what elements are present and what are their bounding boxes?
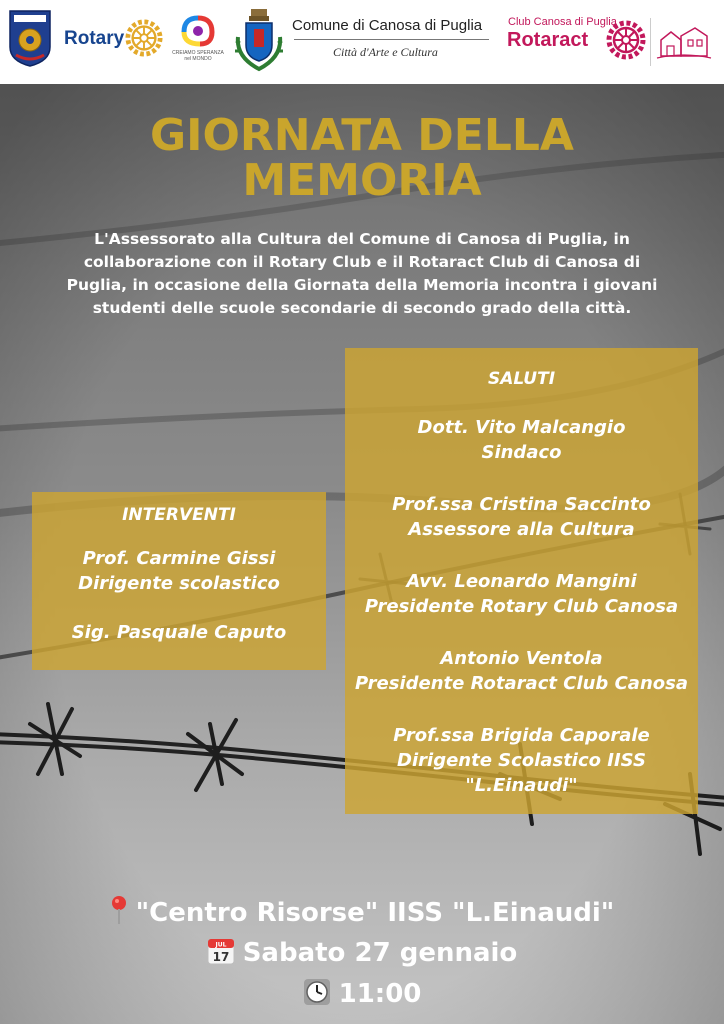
speaker-role-school: "L.Einaudi" <box>465 775 578 796</box>
interventi-heading: INTERVENTI <box>122 505 236 525</box>
speaker-entry <box>345 492 698 542</box>
creiamo-speranza-logo <box>172 14 224 70</box>
event-location <box>0 895 724 928</box>
location-text: "Centro Risorse" IISS "L.Einaudi" <box>135 898 615 928</box>
event-title-line-2: MEMORIA <box>242 155 482 206</box>
creiamo-speranza-text: CREIAMO SPERANZA nel MONDO <box>172 50 224 62</box>
rotary-wheel-icon <box>125 19 163 57</box>
speaker-name: Dott. Vito Malcangio <box>417 417 626 438</box>
rotary-club-canosa-shield-logo <box>8 9 52 67</box>
event-title-line-1: GIORNATA DELLA <box>150 110 574 161</box>
speaker-name: Avv. Leonardo Mangini <box>406 571 637 592</box>
comune-crest-logo <box>232 7 286 73</box>
date-text: Sabato 27 gennaio <box>242 938 518 968</box>
speaker-entry <box>32 620 326 645</box>
speaker-role: Sindaco <box>481 442 562 463</box>
calendar-icon <box>207 937 235 965</box>
event-title <box>0 110 724 206</box>
event-date <box>0 937 724 968</box>
rotaract-wordmark: Rotaract <box>507 29 589 51</box>
creiamo-speranza-swirl-icon <box>172 14 224 50</box>
time-text: 11:00 <box>338 979 422 1009</box>
intro-paragraph: L'Assessorato alla Cultura del Comune di Canosa di Puglia, in collaborazione con il Rotary Club e il Rotaract Club di Canosa di Puglia, in occasione della Giornata della Memoria incontra i giovani studenti delle scuole secondarie di secondo grado della città. <box>66 230 658 317</box>
calendar-month: JUL <box>215 941 227 949</box>
rotaract-club-label: Club Canosa di Puglia <box>508 16 617 28</box>
speaker-entry <box>345 646 698 696</box>
comune-tagline: Città d'Arte e Cultura <box>333 45 438 59</box>
speaker-entry <box>345 415 698 465</box>
saluti-heading: SALUTI <box>487 369 556 389</box>
pin-icon <box>110 895 128 925</box>
speaker-role: Presidente Rotary Club Canosa <box>364 596 679 617</box>
speaker-entry <box>345 723 698 798</box>
speaker-name: Prof. Carmine Gissi <box>82 548 276 569</box>
event-time <box>0 978 724 1009</box>
speaker-name: Antonio Ventola <box>440 648 603 669</box>
school-building-logo <box>655 22 713 64</box>
comune-name: Comune di Canosa di Puglia <box>292 17 483 34</box>
header-divider <box>650 18 651 66</box>
speaker-name: Sig. Pasquale Caputo <box>71 622 287 643</box>
speaker-entry <box>345 569 698 619</box>
speaker-role: Presidente Rotaract Club Canosa <box>355 673 688 694</box>
saluti-panel <box>345 348 698 814</box>
interventi-panel <box>32 492 326 670</box>
clock-icon <box>303 978 331 1006</box>
comune-divider <box>294 39 489 40</box>
speaker-role: Dirigente scolastico <box>78 573 280 594</box>
logo-header <box>0 0 724 84</box>
speaker-role: Dirigente Scolastico IISS <box>397 750 646 771</box>
rotaract-wheel-icon <box>606 20 646 60</box>
calendar-day: 17 <box>212 950 230 964</box>
speaker-name: Prof.ssa Brigida Caporale <box>393 725 650 746</box>
speaker-role: Assessore alla Cultura <box>408 519 635 540</box>
speaker-name: Prof.ssa Cristina Saccinto <box>392 494 651 515</box>
speaker-entry <box>32 546 326 596</box>
rotary-wordmark: Rotary <box>64 28 125 49</box>
